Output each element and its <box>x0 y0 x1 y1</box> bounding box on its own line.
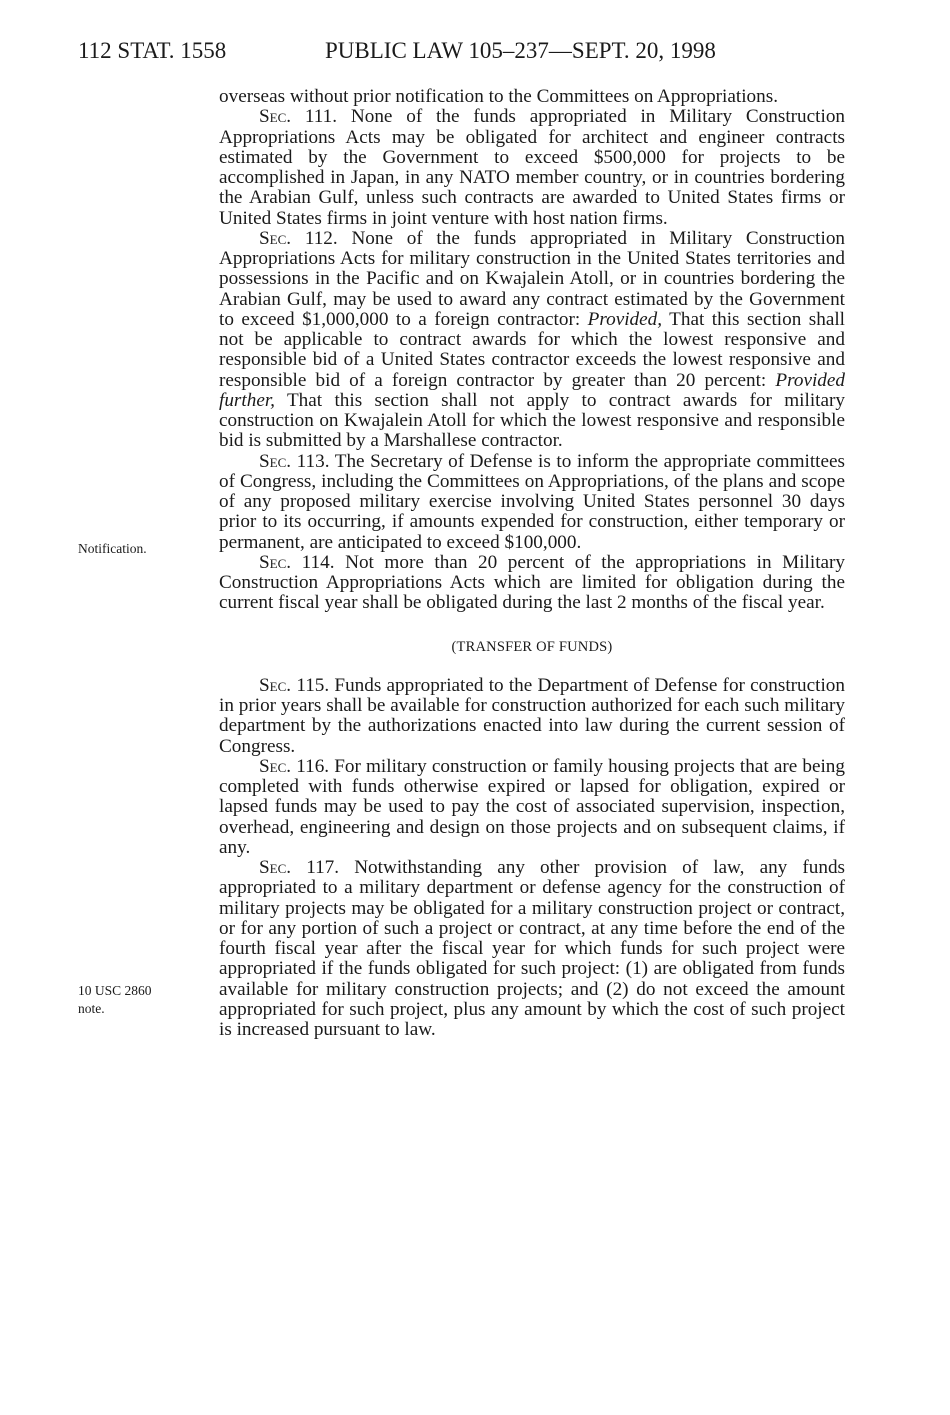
sec-112-text-c: That this section shall not apply to contract awards for military construction on Kwajalein Atoll for which the lowest responsive and responsible bid is submitted by a Marshallese contractor. <box>219 389 845 452</box>
sec-number: 112. <box>304 227 338 249</box>
sec-label: Sec. <box>259 227 292 249</box>
sec-label: Sec. <box>259 674 292 696</box>
continuation-text: overseas without prior notification to the Committees on Appropriations. <box>219 86 779 107</box>
stat-page-number: 112 STAT. 1558 <box>78 38 227 63</box>
section-115 <box>219 676 845 757</box>
sec-number: 113. <box>296 450 330 472</box>
margin-note-usc <box>78 982 152 1018</box>
section-113 <box>219 452 845 553</box>
running-head-title: PUBLIC LAW 105–237—SEPT. 20, 1998 <box>325 38 716 63</box>
sec-number: 114. <box>301 551 335 573</box>
sec-112-text-a: None of the funds appropriated in Military Construction Appropriations Acts for military construction in the United States territories and possessions in the Pacific and on Kwajalein Atoll, or in countries bordering the Arabian Gulf, may be used to award any contract estimated by the Government to exceed $1,000,000 to a foreign contractor: <box>219 227 846 330</box>
sec-label: Sec. <box>259 450 292 472</box>
sec-114-text: Not more than 20 percent of the appropriations in Military Construction Appropriations Acts which are limited for obligation during the current fiscal year shall be obligated during the last 2 months of the fiscal year. <box>219 551 846 614</box>
provided-term: Provided, <box>587 308 663 330</box>
section-112 <box>219 229 845 452</box>
margin-note-usc-line1: 10 USC 2860 <box>78 983 152 998</box>
section-117 <box>219 858 845 1040</box>
sec-112-text-b: That this section shall not be applicable to contract awards for which the lowest responsive and responsible bid of a United States contractor exceeds the lowest responsive and responsible bid of a foreign contractor by greater than 20 percent: <box>219 308 845 391</box>
sec-113-text: The Secretary of Defense is to inform the appropriate committees of Congress, including the Committees on Appropriations, of the plans and scope of any proposed military exercise involving United States personnel 30 days prior to its occurring, if amounts expended for construction, either temporary or permanent, are anticipated to exceed $100,000. <box>219 450 845 553</box>
document-body <box>219 87 845 1040</box>
sec-number: 116. <box>296 755 330 777</box>
sec-111-text: None of the funds appropriated in Military Construction Appropriations Acts may be obligated for architect and engineer contracts estimated by the Government to exceed $500,000 for projects to be accomplished in Japan, in any NATO member country, or in countries bordering the Arabian Gulf, unless such contracts are awarded to United States firms or United States firms in joint venture with host nation firms. <box>219 106 846 229</box>
section-116 <box>219 757 845 858</box>
sec-117-text: Notwithstanding any other provision of law, any funds appropriated to a military department or defense agency for the construction of military projects may be obligated for a military construction project or contract, or for any portion of such a project or contract, at any time before the end of the fourth fiscal year after the fiscal year for which funds for such project were appropriated if the funds obligated for such project: (1) are obligated from funds available for military construction projects; and (2) do not exceed the amount appropriated for such project, plus any amount by which the cost of such project is increased pursuant to law. <box>219 857 846 1040</box>
transfer-of-funds-heading: (TRANSFER OF FUNDS) <box>451 638 613 655</box>
sec-number: 111. <box>304 106 338 128</box>
sec-label: Sec. <box>259 755 292 777</box>
sec-label: Sec. <box>259 106 292 128</box>
sec-116-text: For military construction or family housing projects that are being completed with funds otherwise expired or lapsed for obligation, expired or lapsed funds may be used to pay the cost of associated supervision, inspection, overhead, engineering and design on those projects and on subsequent claims, if any. <box>219 755 845 858</box>
sec-label: Sec. <box>259 857 292 878</box>
section-111 <box>219 107 845 229</box>
provided-further-term: Provided further, <box>219 369 845 411</box>
margin-note-notification <box>78 540 147 558</box>
sec-label: Sec. <box>259 551 292 573</box>
margin-note-notification-text: Notification. <box>78 541 147 556</box>
sec-number: 117. <box>306 857 340 878</box>
margin-note-usc-line2: note. <box>78 1001 105 1016</box>
sec-number: 115. <box>296 674 330 696</box>
continuation-paragraph <box>219 87 845 107</box>
sec-115-text: Funds appropriated to the Department of Defense for construction in prior years shall be available for construction authorized for each such military department by the authorizations enacted into law during the current session of Congress. <box>219 674 845 757</box>
section-114 <box>219 553 845 614</box>
